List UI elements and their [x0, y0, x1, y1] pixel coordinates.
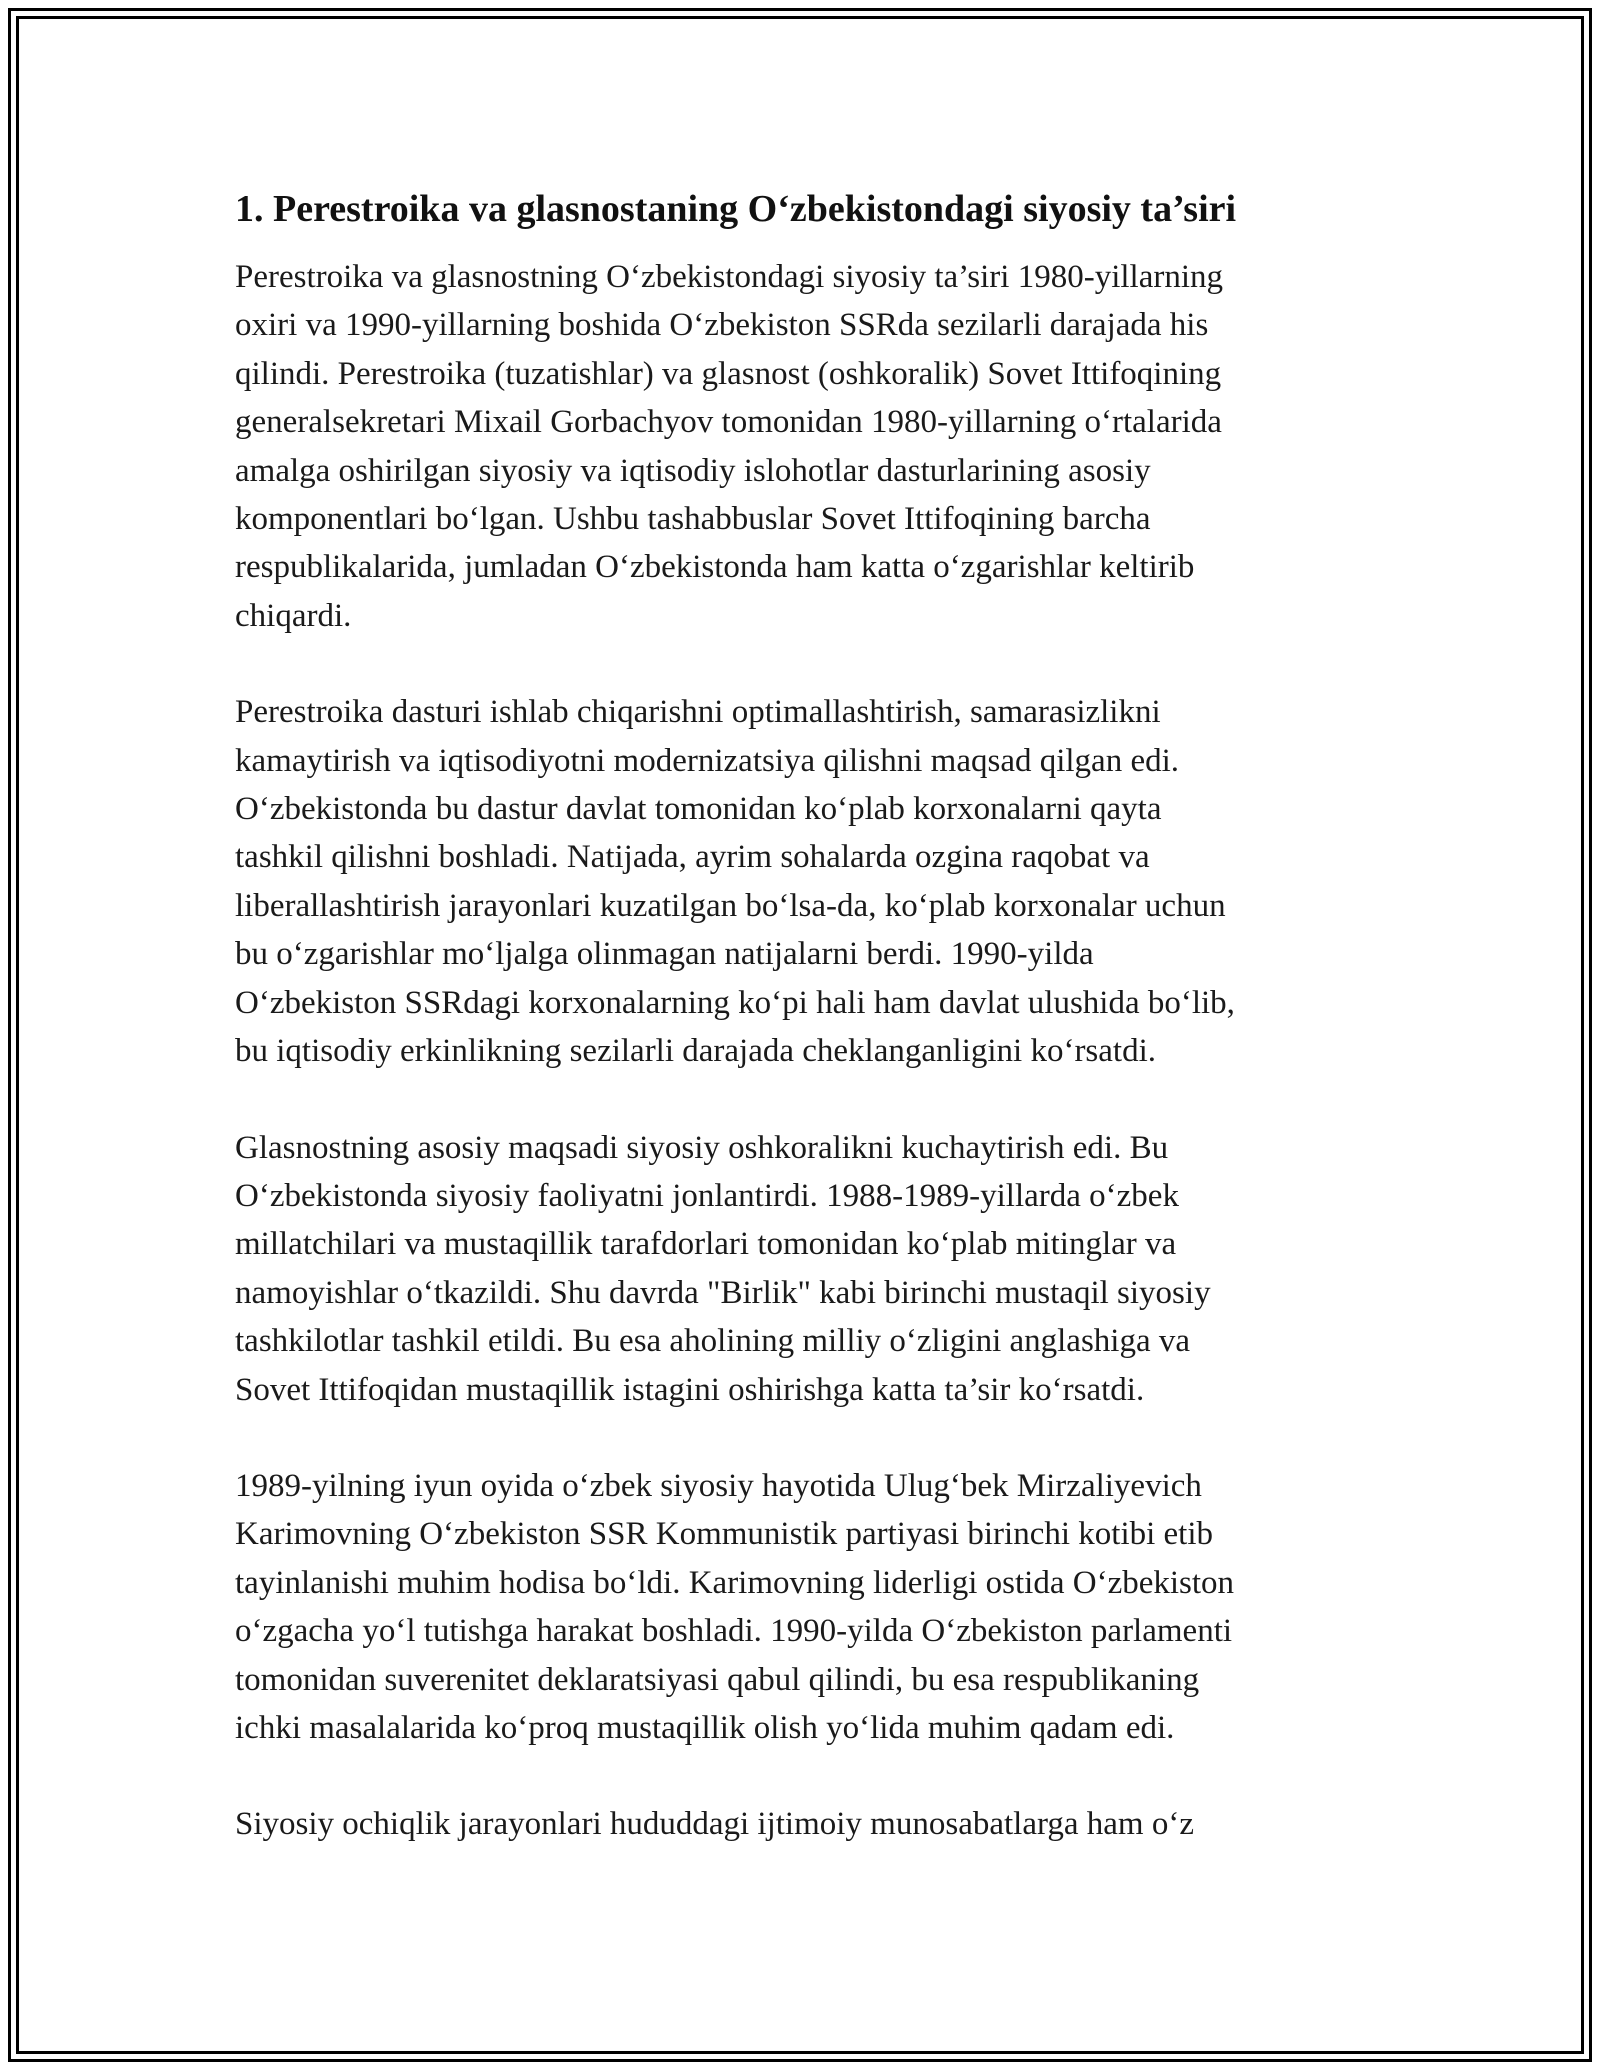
text-line: Perestroika dasturi ishlab chiqarishni optimallashtirish, samarasizlikni — [235, 694, 1161, 731]
text-line: Karimovning O‘zbekiston SSR Kommunistik partiyasi birinchi kotibi etib — [235, 1516, 1214, 1553]
text-line: ichki masalalarida ko‘proq mustaqillik olish yo‘lida muhim qadam edi. — [235, 1709, 1175, 1746]
text-line: Siyosiy ochiqlik jarayonlari hududdagi ijtimoiy munosabatlarga ham o‘z — [235, 1806, 1194, 1843]
text-line: tayinlanishi muhim hodisa bo‘ldi. Karimovning liderligi ostida O‘zbekiston — [235, 1564, 1235, 1601]
text-line: komponentlari bo‘lgan. Ushbu tashabbuslar Sovet Ittifoqining barcha — [235, 501, 1151, 538]
text-line: 1989-yilning iyun oyida o‘zbek siyosiy hayotida Ulug‘bek Mirzaliyevich — [235, 1467, 1202, 1504]
text-line: bu iqtisodiy erkinlikning sezilarli darajada cheklanganligini ko‘rsatdi. — [235, 1033, 1157, 1070]
text-line: tomonidan suverenitet deklaratsiyasi qabul qilindi, bu esa respublikaning — [235, 1661, 1200, 1698]
text-line: o‘zgacha yo‘l tutishga harakat boshladi. 1990-yilda O‘zbekiston parlamenti — [235, 1613, 1233, 1650]
text-line: Perestroika va glasnostning O‘zbekistondagi siyosiy ta’siri 1980-yillarning — [235, 259, 1224, 295]
paragraph-5 — [235, 1800, 1365, 1848]
text-line: liberallashtirish jarayonlari kuzatilgan bo‘lsa-da, ko‘plab korxonalar uchun — [235, 887, 1226, 924]
text-line: amalga oshirilgan siyosiy va iqtisodiy islohotlar dasturlarining asosiy — [235, 452, 1151, 489]
text-line: chiqardi. — [235, 597, 352, 634]
text-line: oxiri va 1990-yillarning boshida O‘zbekiston SSRda sezilarli darajada his — [235, 307, 1209, 344]
text-line: O‘zbekiston SSRdagi korxonalarning ko‘pi hali ham davlat ulushida bo‘lib, — [235, 984, 1235, 1021]
text-line: Glasnostning asosiy maqsadi siyosiy oshkoralikni kuchaytirish edi. Bu — [235, 1129, 1169, 1166]
paragraph-1 — [235, 253, 1365, 640]
text-line: Sovet Ittifoqidan mustaqillik istagini oshirishga katta ta’sir ko‘rsatdi. — [235, 1371, 1145, 1408]
text-line: millatchilari va mustaqillik tarafdorlari tomonidan ko‘plab mitinglar va — [235, 1226, 1177, 1263]
text-line: qilindi. Perestroika (tuzatishlar) va glasnost (oshkoralik) Sovet Ittifoqining — [235, 355, 1222, 392]
text-line: respublikalarida, jumladan O‘zbekistonda ham katta o‘zgarishlar keltirib — [235, 549, 1195, 586]
paragraph-4 — [235, 1462, 1365, 1752]
text-line: O‘zbekistonda bu dastur davlat tomonidan ko‘plab korxonalarni qayta — [235, 791, 1162, 828]
paragraph-2 — [235, 688, 1365, 1075]
document-body — [235, 185, 1365, 1897]
text-line: tashkil qilishni boshladi. Natijada, ayrim sohalarda ozgina raqobat va — [235, 839, 1150, 876]
section-heading: 1. Perestroika va glasnostaning O‘zbekistondagi siyosiy ta’siri — [235, 188, 1237, 230]
text-line: tashkilotlar tashkil etildi. Bu esa aholining milliy o‘zligini anglashiga va — [235, 1323, 1191, 1360]
text-line: kamaytirish va iqtisodiyotni modernizatsiya qilishni maqsad qilgan edi. — [235, 742, 1180, 779]
paragraph-3 — [235, 1124, 1365, 1414]
text-line: namoyishlar o‘tkazildi. Shu davrda "Birlik" kabi birinchi mustaqil siyosiy — [235, 1274, 1211, 1311]
text-line: O‘zbekistonda siyosiy faoliyatni jonlantirdi. 1988-1989-yillarda o‘zbek — [235, 1177, 1179, 1214]
text-line: bu o‘zgarishlar mo‘ljalga olinmagan natijalarni berdi. 1990-yilda — [235, 936, 1094, 973]
text-line: generalsekretari Mixail Gorbachyov tomonidan 1980-yillarning o‘rtalarida — [235, 404, 1222, 441]
